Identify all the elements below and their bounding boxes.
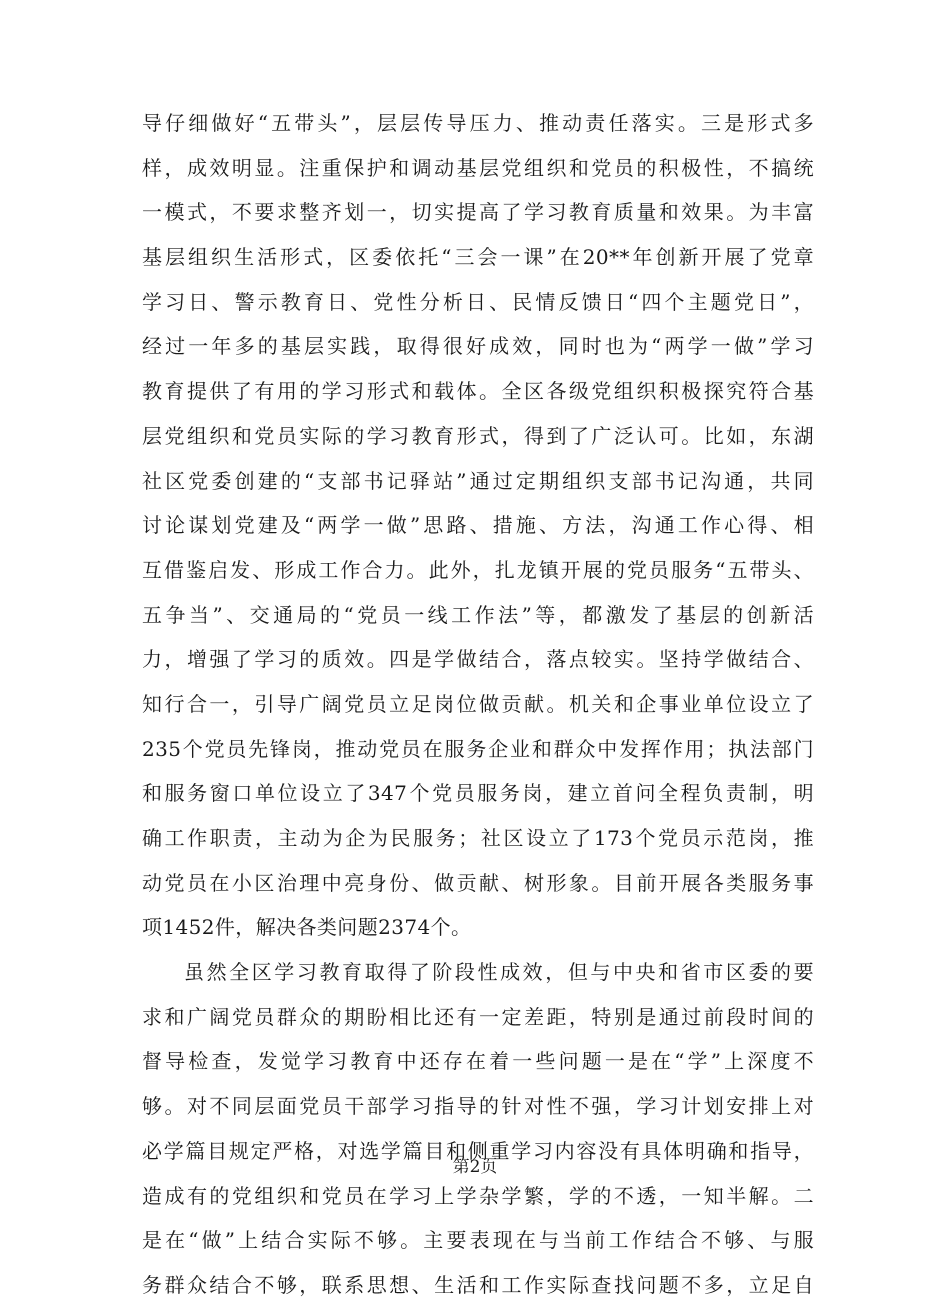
text-line: 基层组织生活形式，区委依托“三会一课”在20**年创新开展了党章 [142,245,814,270]
text-line: 知行合一，引导广阔党员立足岗位做贡献。机关和企事业单位设立了 [142,691,814,716]
text-line: 必学篇目规定严格，对选学篇目和侧重学习内容没有具体明确和指导， [142,1138,814,1163]
text-line: 互借鉴启发、形成工作合力。此外，扎龙镇开展的党员服务“五带头、 [142,557,814,582]
text-line: 社区党委创建的“支部书记驿站”通过定期组织支部书记沟通，共同 [142,468,814,493]
text-line: 求和广阔党员群众的期盼相比还有一定差距，特别是通过前段时间的 [142,1004,814,1029]
body-text [142,101,814,1308]
text-line: 动党员在小区治理中亮身份、做贡献、树形象。目前开展各类服务事 [142,870,814,895]
text-line: 够。对不同层面党员干部学习指导的针对性不强，学习计划安排上对 [142,1094,814,1119]
text-line: 导仔细做好“五带头”，层层传导压力、推动责任落实。三是形式多 [142,111,814,135]
text-line: 教育提供了有用的学习形式和载体。全区各级党组织积极探究符合基 [142,379,814,404]
text-line: 学习日、警示教育日、党性分析日、民情反馈日“四个主题党日”， [142,289,814,314]
text-line: 层党组织和党员实际的学习教育形式，得到了广泛认可。比如，东湖 [142,423,814,448]
text-line: 讨论谋划党建及“两学一做”思路、措施、方法，沟通工作心得、相 [142,513,814,538]
text-line: 是在“做”上结合实际不够。主要表现在与当前工作结合不够、与服 [142,1228,814,1253]
text-line: 经过一年多的基层实践，取得很好成效，同时也为“两学一做”学习 [142,334,814,359]
text-line: 务群众结合不够，联系思想、生活和工作实际查找问题不多，立足自 [142,1272,814,1297]
text-line: 一模式，不要求整齐划一，切实提高了学习教育质量和效果。为丰富 [142,200,814,225]
text-line: 力，增强了学习的质效。四是学做结合，落点较实。坚持学做结合、 [142,647,814,672]
text-line: 督导检查，发觉学习教育中还存在着一些问题一是在“学”上深度不 [142,1049,814,1074]
text-line: 样，成效明显。注重保护和调动基层党组织和党员的积极性，不搞统 [142,155,814,180]
text-line: 235个党员先锋岗，推动党员在服务企业和群众中发挥作用；执法部门 [142,736,814,761]
text-line: 五争当”、交通局的“党员一线工作法”等，都激发了基层的创新活 [142,602,814,627]
text-line: 和服务窗口单位设立了347个党员服务岗，建立首问全程负责制，明 [142,781,814,806]
paragraph-end-line: 项1452件，解决各类问题2374个。 [142,915,472,940]
page-number: 第2页 [452,1157,498,1177]
paragraph-first-line: 虽然全区学习教育取得了阶段性成效，但与中央和省市区委的要 [184,960,814,985]
text-line: 确工作职责，主动为企为民服务；社区设立了173个党员示范岗，推 [142,826,814,850]
text-line: 造成有的党组织和党员在学习上学杂学繁，学的不透，一知半解。二 [142,1183,814,1208]
